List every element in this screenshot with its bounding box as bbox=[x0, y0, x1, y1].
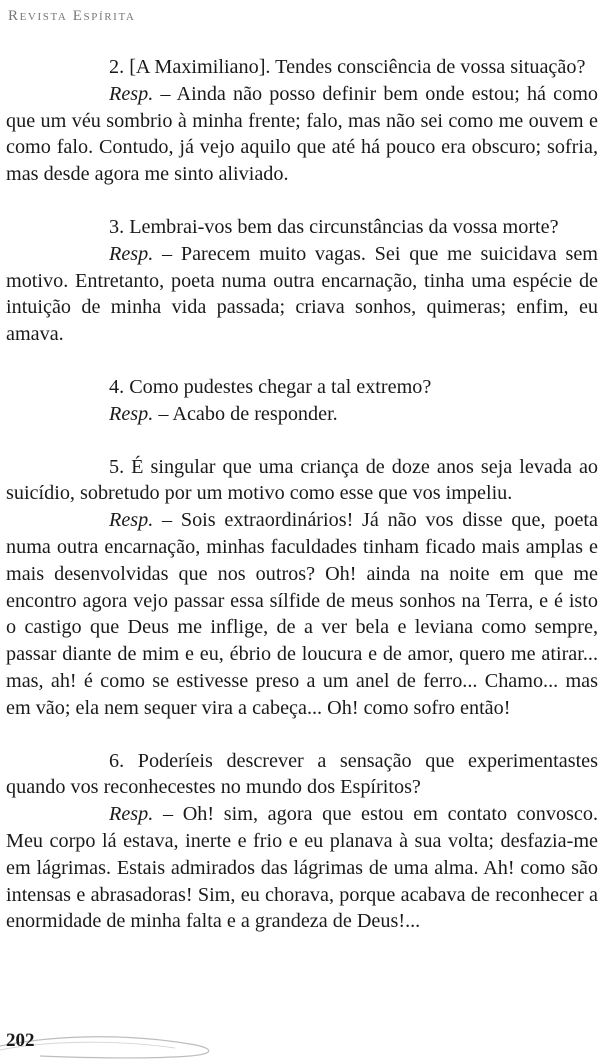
footer-swoosh-ornament bbox=[0, 1020, 603, 1061]
question-text: 6. Poderíeis descrever a sensação que experimentastes quando vos reconhecestes no mundo dos Espíritos? bbox=[6, 749, 598, 799]
question-paragraph bbox=[6, 374, 598, 401]
answer-paragraph bbox=[6, 241, 598, 348]
question-paragraph bbox=[6, 748, 598, 802]
answer-text: – Parecem muito vagas. Sei que me suicidava sem motivo. Entretanto, poeta numa outra encarnação, tinha uma espécie de intuição de minha vida passada; criava sonhos, quimeras; enfim, eu amava. bbox=[6, 242, 598, 346]
resp-label: Resp. bbox=[109, 509, 154, 532]
question-text: 2. [A Maximiliano]. Tendes consciência de vossa situação? bbox=[109, 56, 586, 78]
resp-label: Resp. bbox=[109, 803, 154, 826]
question-text: 4. Como pudestes chegar a tal extremo? bbox=[109, 375, 432, 398]
page-number: 202 bbox=[6, 1030, 35, 1051]
resp-label: Resp. bbox=[109, 402, 154, 425]
answer-text: – Sois extraordinários! Já não vos disse que, poeta numa outra encarnação, minhas faculdades tinham ficado mais amplas e mais desenvolvidas que nos outros? Oh! ainda na noite em que me encontro agora vejo passar essa sílfide de meus sonhos na Terra, e é isto o castigo que Deus me inflige, de a ver bela e leviana como sempre, passar diante de mim e eu, ébrio de loucura e de amor, quero me atirar... mas, ah! é como se estivesse preso a um anel de ferro... Chamo... mas em vão; ela nem sequer vira a cabeça... Oh! como sofro então! bbox=[6, 509, 598, 719]
answer-text: – Oh! sim, agora que estou em contato convosco. Meu corpo lá estava, inerte e frio e eu planava à sua volta; desfazia-me em lágrimas. Estais admirados das lágrimas de uma alma. Ah! como são intensas e abrasadoras! Sim, eu chorava, porque acabava de reconhecer a enormidade de minha falta e a grandeza de Deus!... bbox=[6, 803, 598, 933]
answer-paragraph bbox=[6, 81, 598, 188]
answer-text: – Acabo de responder. bbox=[153, 402, 338, 425]
question-text: 5. É singular que uma criança de doze anos seja levada ao suicídio, sobretudo por um motivo como esse que vos impeliu. bbox=[6, 455, 598, 505]
resp-label: Resp. bbox=[109, 82, 154, 105]
page-body bbox=[6, 54, 598, 935]
answer-text: – Ainda não posso definir bem onde estou; há como que um véu sombrio à minha frente; falo, mas não sei como me ouvem e como falo. Contudo, já vejo aquilo que até há pouco era obscuro; sofria, mas desde agora me sinto aliviado. bbox=[6, 82, 598, 186]
answer-paragraph bbox=[6, 801, 598, 935]
answer-paragraph bbox=[6, 507, 598, 721]
resp-label: Resp. bbox=[109, 242, 154, 265]
running-header: Revista Espírita bbox=[8, 8, 136, 24]
question-paragraph bbox=[6, 54, 598, 81]
question-paragraph bbox=[6, 454, 598, 508]
question-paragraph bbox=[6, 214, 598, 241]
question-text: 3. Lembrai-vos bem das circunstâncias da vossa morte? bbox=[109, 215, 559, 238]
answer-paragraph bbox=[6, 401, 598, 428]
